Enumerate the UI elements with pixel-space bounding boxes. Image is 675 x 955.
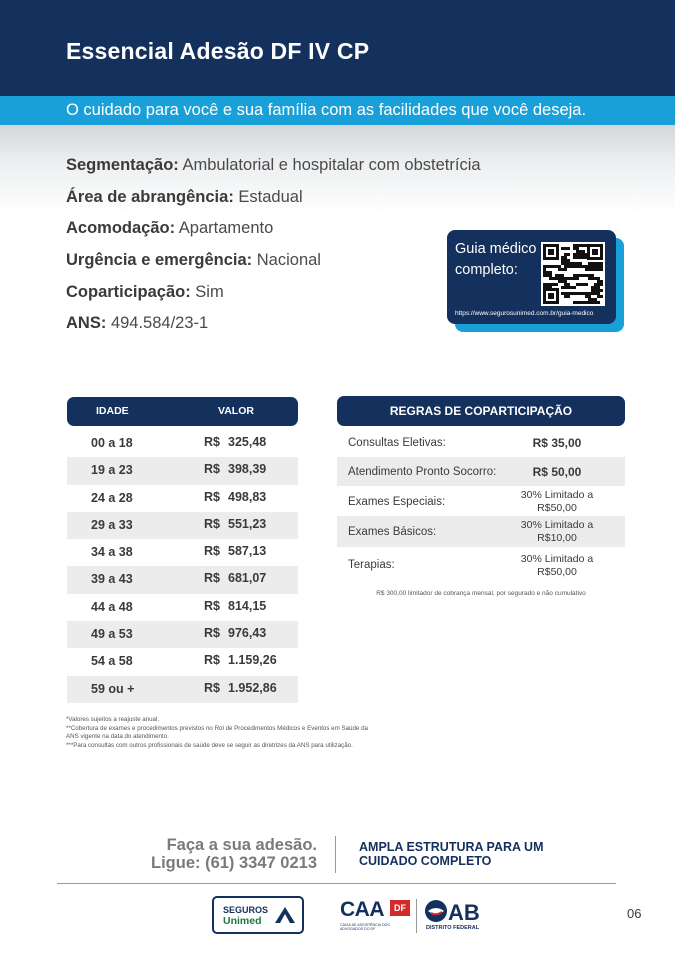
unimed-tree-icon (272, 905, 298, 925)
table-row: 44 a 48 R$ 814,15 (91, 598, 267, 614)
table-row: Atendimento Pronto Socorro: R$ 50,00 (337, 457, 625, 486)
page-title: Essencial Adesão DF IV CP (66, 38, 370, 64)
price-table (67, 430, 298, 703)
header-band (0, 0, 675, 96)
copart-table (337, 428, 625, 581)
spec-coverage-area: Área de abrangência: Estadual (66, 187, 303, 206)
table-row: 24 a 28 R$ 498,83 (91, 489, 267, 505)
table-row: 39 a 43 R$ 681,07 (67, 566, 298, 593)
table-row: Terapias: 30% Limitado a R$50,00 (348, 553, 594, 578)
footnote: ***Para consultas com outros profissionais de saúde deve se seguir as diretrizes da ANS para utilização. (66, 741, 353, 749)
footnote: ANS vigente na data do atendimento. (66, 733, 169, 741)
phone-link[interactable]: Ligue: (61) 3347 0213 (151, 854, 317, 872)
guide-label: Guia médico completo: (455, 241, 537, 278)
oab-mark-icon (422, 898, 486, 924)
guide-card[interactable] (447, 230, 616, 324)
table-row: 59 ou + R$ 1.952,86 (67, 676, 298, 703)
value-header: VALOR (218, 405, 254, 417)
footer-rule (57, 883, 616, 884)
table-row: Exames Especiais: 30% Limitado a R$50,00 (348, 489, 594, 514)
spec-copart: Coparticipação: Sim (66, 282, 224, 301)
svg-text:AB: AB (448, 900, 480, 924)
table-row: 34 a 38 R$ 587,13 (91, 544, 267, 560)
subtitle-band (0, 96, 675, 125)
seguros-unimed-logo: SEGUROS Unimed (212, 896, 304, 934)
footnote: **Cobertura de exames e procedimentos previstos no Rol de Procedimentos Médicos e Eventos em Saúde da (66, 724, 368, 732)
footnote: *Valores sujeitos a reajuste anual. (66, 716, 160, 723)
divider (335, 836, 336, 873)
spec-segmentation: Segmentação: Ambulatorial e hospitalar com obstetrícia (66, 156, 481, 174)
guide-url[interactable]: https://www.segurosunimed.com.br/guia-medico (455, 310, 594, 317)
cta-tagline: AMPLA ESTRUTURA PARA UM CUIDADO COMPLETO (359, 840, 544, 868)
subtitle: O cuidado para você e sua família com as facilidades que você deseja. (66, 101, 587, 119)
spec-emergency: Urgência e emergência: Nacional (66, 251, 321, 270)
spec-accommodation: Acomodação: Apartamento (66, 219, 274, 238)
table-row: Consultas Eletivas: R$ 35,00 (348, 436, 582, 450)
table-row: 29 a 33 R$ 551,23 (67, 512, 298, 539)
spec-ans: ANS: 494.584/23-1 (66, 314, 209, 333)
age-header: IDADE (96, 405, 129, 417)
plan-specs (66, 156, 481, 346)
table-row: 19 a 23 R$ 398,39 (67, 457, 298, 484)
table-row: 00 a 18 R$ 325,48 (91, 435, 267, 450)
price-table-header (67, 397, 298, 426)
table-row: 54 a 58 R$ 1.159,26 (91, 653, 277, 669)
footnotes (66, 716, 368, 750)
copart-header: REGRAS DE COPARTICIPAÇÃO (337, 396, 625, 426)
caa-df-logo: CAA DF CAIXA DE ASSISTÊNCIA DOS ADVOGADOS DO DF (340, 898, 412, 934)
table-row: Exames Básicos: 30% Limitado a R$10,00 (337, 516, 625, 547)
logo-divider (416, 899, 417, 933)
oab-df-logo: AB DISTRITO FEDERAL (422, 898, 486, 934)
qr-code-icon[interactable] (541, 242, 605, 306)
copart-note: R$ 300,00 limitador de cobrança mensal, por segurado e não cumulativo (376, 590, 586, 597)
page-number: 06 (627, 906, 642, 921)
table-row: 49 a 53 R$ 976,43 (67, 621, 298, 648)
cta-phone: Faça a sua adesão. Ligue: (61) 3347 0213 (100, 836, 317, 872)
